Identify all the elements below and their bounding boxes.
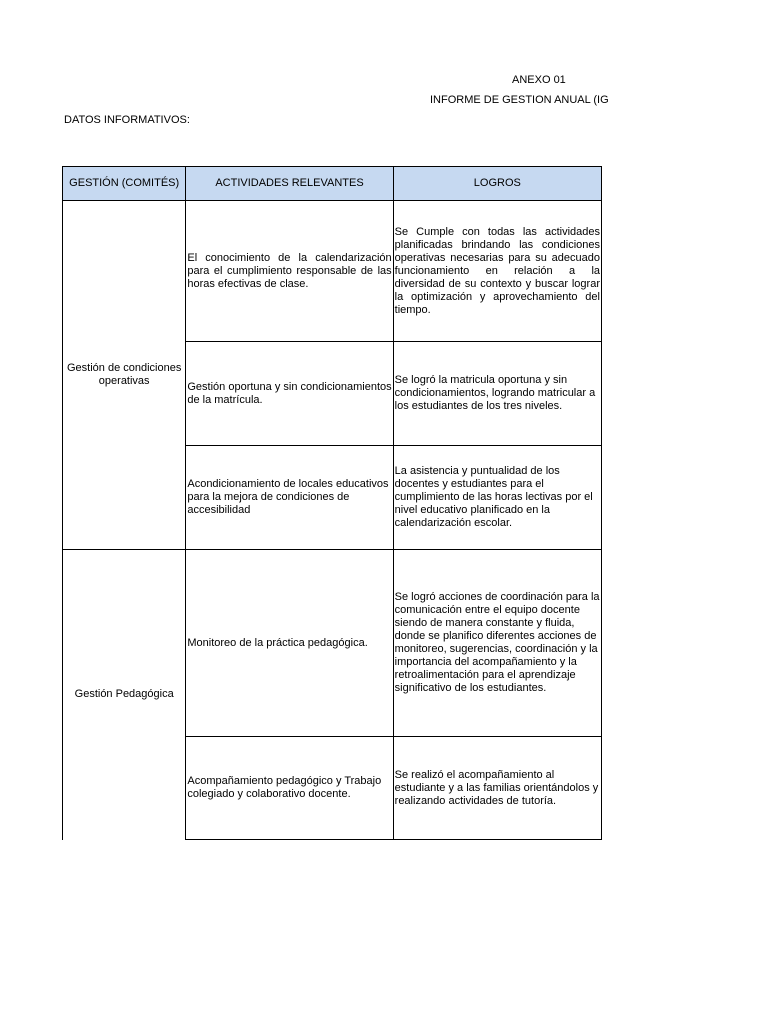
table-row <box>63 201 602 342</box>
group-cell-operational-conditions: Gestión de condiciones operativas <box>63 201 186 550</box>
achievement-cell: Se logró acciones de coordinación para la comunicación entre el equipo docente siendo de manera constante y fluida, donde se planifico diferentes acciones de monitoreo, sugerencias, coordinación y la importancia del acompañamiento y la retroalimentación para el aprendizaje significativo de los estudiantes. <box>393 550 601 737</box>
achievement-cell: Se Cumple con todas las actividades planificadas brindando las condiciones operativas necesarias para su adecuado funcionamiento en relación a la diversidad de su contexto y buscar lograr la optimización y aprovechamiento del tiempo. <box>393 201 601 342</box>
activity-cell: El conocimiento de la calendarización para el cumplimiento responsable de las horas efectivas de clase. <box>186 201 393 342</box>
achievement-cell: La asistencia y puntualidad de los docentes y estudiantes para el cumplimiento de las horas lectivas por el nivel educativo planificado en la calendarización escolar. <box>393 446 601 550</box>
datos-informativos-label: DATOS INFORMATIVOS: <box>64 114 190 126</box>
activity-cell: Acompañamiento pedagógico y Trabajo colegiado y colaborativo docente. <box>186 737 393 840</box>
table-header-row <box>63 167 602 201</box>
achievement-cell: Se logró la matricula oportuna y sin condicionamientos, logrando matricular a los estudiantes de los tres niveles. <box>393 342 601 446</box>
achievement-cell: Se realizó el acompañamiento al estudiante y a las familias orientándolos y realizando actividades de tutoría. <box>393 737 601 840</box>
table-row <box>63 550 602 737</box>
column-header-achievements: LOGROS <box>393 167 601 201</box>
column-header-management: GESTIÓN (COMITÉS) <box>63 167 186 201</box>
report-title: INFORME DE GESTION ANUAL (IG <box>430 94 609 106</box>
management-report-table <box>62 166 602 840</box>
activity-cell: Acondicionamiento de locales educativos para la mejora de condiciones de accesibilidad <box>186 446 393 550</box>
annex-label: ANEXO 01 <box>512 74 566 86</box>
activity-cell: Gestión oportuna y sin condicionamientos de la matrícula. <box>186 342 393 446</box>
activity-cell: Monitoreo de la práctica pedagógica. <box>186 550 393 737</box>
group-cell-pedagogical: Gestión Pedagógica <box>63 550 186 840</box>
column-header-activities: ACTIVIDADES RELEVANTES <box>186 167 393 201</box>
